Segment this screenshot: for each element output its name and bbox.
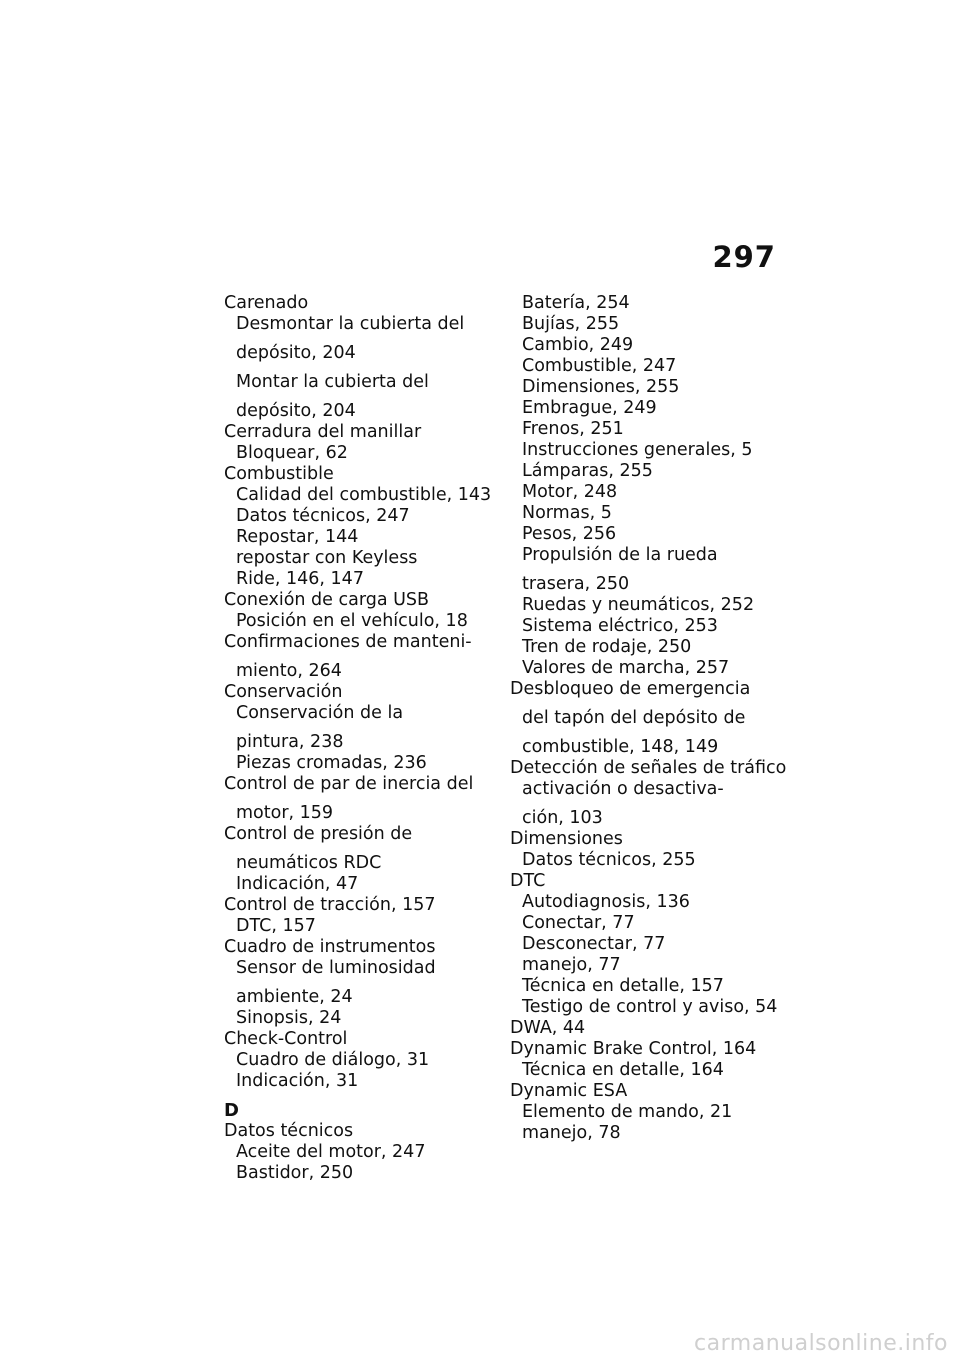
index-subentry: Motor, 248 xyxy=(522,482,618,502)
index-subentry: Cuadro de diálogo, 31 xyxy=(236,1050,430,1070)
entry-spacer xyxy=(224,653,499,661)
index-subentry: Conservación de la xyxy=(236,703,404,723)
index-entry: Control de presión de xyxy=(224,824,413,844)
index-entry: DWA, 44 xyxy=(510,1018,586,1038)
index-subentry: Tren de rodaje, 250 xyxy=(522,637,692,657)
index-subentry: Indicación, 47 xyxy=(236,874,359,894)
index-subentry: Desmontar la cubierta del xyxy=(236,314,465,334)
index-entry: Cerradura del manillar xyxy=(224,422,422,442)
index-subentry: Posición en el vehículo, 18 xyxy=(236,611,468,631)
index-subentry: Valores de marcha, 257 xyxy=(522,658,730,678)
index-subentry: del tapón del depósito de xyxy=(522,708,746,728)
index-subentry: Técnica en detalle, 157 xyxy=(522,976,724,996)
index-subentry: Normas, 5 xyxy=(522,503,612,523)
index-subentry: Frenos, 251 xyxy=(522,419,624,439)
index-entry: Detección de señales de tráfico xyxy=(510,758,787,778)
index-subentry: Montar la cubierta del xyxy=(236,372,429,392)
index-subentry: Repostar, 144 xyxy=(236,527,359,547)
index-entry: DTC xyxy=(510,871,546,891)
index-subentry: activación o desactiva- xyxy=(522,779,724,799)
index-subentry: miento, 264 xyxy=(236,661,342,681)
index-subentry: Sinopsis, 24 xyxy=(236,1008,342,1028)
index-subentry: ción, 103 xyxy=(522,808,603,828)
index-subentry: manejo, 78 xyxy=(522,1123,621,1143)
index-entry: Carenado xyxy=(224,293,309,313)
index-subentry: ambiente, 24 xyxy=(236,987,353,1007)
index-letter-heading: D xyxy=(224,1100,239,1121)
index-subentry: Batería, 254 xyxy=(522,293,630,313)
index-entry: Datos técnicos xyxy=(224,1121,354,1141)
index-subentry: Elemento de mando, 21 xyxy=(522,1102,733,1122)
index-entry: Dimensiones xyxy=(510,829,623,849)
index-subentry: Ruedas y neumáticos, 252 xyxy=(522,595,755,615)
index-subentry: Bujías, 255 xyxy=(522,314,620,334)
index-column-right xyxy=(510,293,785,1144)
index-entry: Combustible xyxy=(224,464,334,484)
index-entry: Check-Control xyxy=(224,1029,348,1049)
entry-spacer xyxy=(224,979,499,987)
index-subentry: Sistema eléctrico, 253 xyxy=(522,616,718,636)
index-subentry: manejo, 77 xyxy=(522,955,621,975)
page-number: 297 xyxy=(712,240,776,274)
index-entry: Dynamic ESA xyxy=(510,1081,628,1101)
index-entry: Control de par de inercia del xyxy=(224,774,474,794)
index-subentry: Pesos, 256 xyxy=(522,524,617,544)
index-entry: Dynamic Brake Control, 164 xyxy=(510,1039,757,1059)
index-subentry: pintura, 238 xyxy=(236,732,344,752)
index-column-left xyxy=(224,293,499,1184)
index-subentry: Cambio, 249 xyxy=(522,335,634,355)
watermark: carmanualsonline.info xyxy=(694,1331,948,1356)
index-subentry: Calidad del combustible, 143 xyxy=(236,485,492,505)
index-subentry: Bloquear, 62 xyxy=(236,443,348,463)
entry-spacer xyxy=(224,724,499,732)
index-entry: Confirmaciones de manteni- xyxy=(224,632,472,652)
entry-spacer xyxy=(224,335,499,343)
index-subentry: Técnica en detalle, 164 xyxy=(522,1060,724,1080)
index-entry: Conexión de carga USB xyxy=(224,590,430,610)
index-subentry: Piezas cromadas, 236 xyxy=(236,753,427,773)
index-subentry: Instrucciones generales, 5 xyxy=(522,440,753,460)
index-subentry: trasera, 250 xyxy=(522,574,630,594)
index-subentry: neumáticos RDC xyxy=(236,853,382,873)
entry-spacer xyxy=(224,795,499,803)
index-subentry: DTC, 157 xyxy=(236,916,316,936)
index-subentry: Aceite del motor, 247 xyxy=(236,1142,426,1162)
index-subentry: depósito, 204 xyxy=(236,401,356,421)
entry-spacer xyxy=(510,729,785,737)
index-subentry: Testigo de control y aviso, 54 xyxy=(522,997,778,1017)
entry-spacer xyxy=(510,800,785,808)
index-subentry: Autodiagnosis, 136 xyxy=(522,892,690,912)
index-subentry: Desconectar, 77 xyxy=(522,934,666,954)
index-subentry: Indicación, 31 xyxy=(236,1071,359,1091)
entry-spacer xyxy=(510,566,785,574)
index-entry: Conservación xyxy=(224,682,343,702)
index-subentry: combustible, 148, 149 xyxy=(522,737,719,757)
index-subentry: Lámparas, 255 xyxy=(522,461,653,481)
index-subentry: depósito, 204 xyxy=(236,343,356,363)
entry-spacer xyxy=(510,700,785,708)
index-subentry: Bastidor, 250 xyxy=(236,1163,354,1183)
entry-spacer xyxy=(224,1092,499,1100)
index-subentry: Propulsión de la rueda xyxy=(522,545,718,565)
index-subentry: Combustible, 247 xyxy=(522,356,677,376)
index-subentry: Ride, 146, 147 xyxy=(236,569,364,589)
entry-spacer xyxy=(224,845,499,853)
index-subentry: Datos técnicos, 247 xyxy=(236,506,410,526)
index-entry: Desbloqueo de emergencia xyxy=(510,679,751,699)
index-subentry: Conectar, 77 xyxy=(522,913,635,933)
index-subentry: Dimensiones, 255 xyxy=(522,377,680,397)
index-entry: Control de tracción, 157 xyxy=(224,895,436,915)
index-entry: Cuadro de instrumentos xyxy=(224,937,436,957)
index-subentry: Embrague, 249 xyxy=(522,398,657,418)
index-subentry: repostar con Keyless xyxy=(236,548,418,568)
index-subentry: Sensor de luminosidad xyxy=(236,958,436,978)
index-subentry: Datos técnicos, 255 xyxy=(522,850,696,870)
entry-spacer xyxy=(224,364,499,372)
index-subentry: motor, 159 xyxy=(236,803,334,823)
entry-spacer xyxy=(224,393,499,401)
